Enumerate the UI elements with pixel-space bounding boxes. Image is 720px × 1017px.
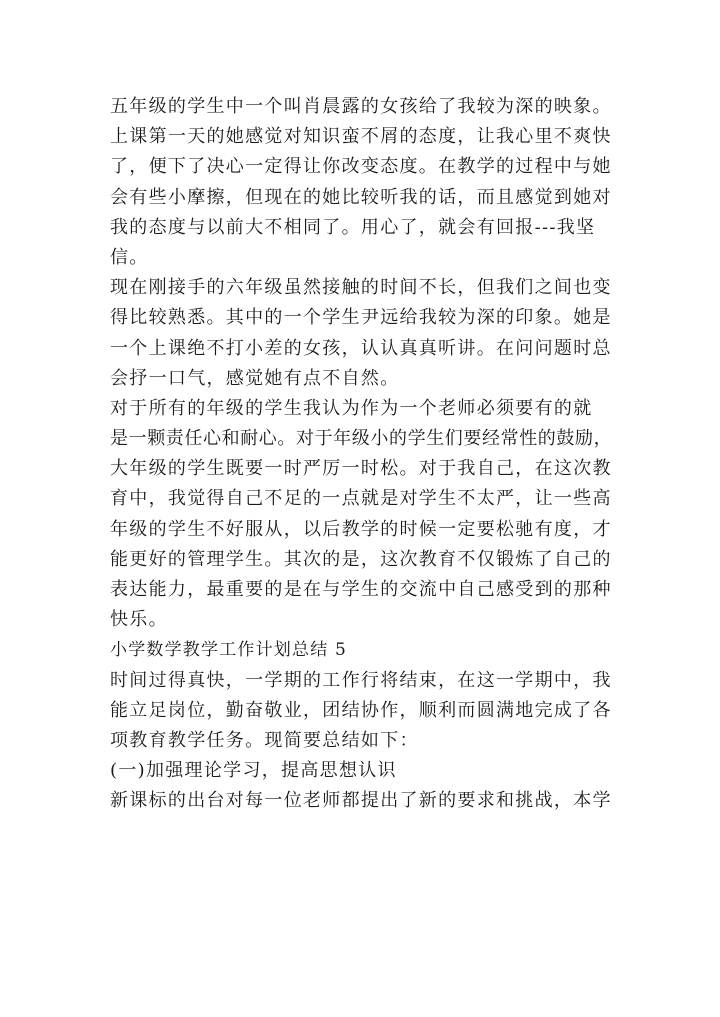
text-line: 新课标的出台对每一位老师都提出了新的要求和挑战，本学 [110,790,612,812]
section-heading: 小学数学教学工作计划总结 5 [110,640,348,661]
text-line: 现在刚接手的六年级虽然接触的时间不长，但我们之间也变 [110,277,612,299]
document-body [110,92,620,817]
text-line: 年级的学生不好服从，以后教学的时候一定要松驰有度，才 [110,518,612,540]
text-line: 项教育教学任务。现简要总结如下： [110,729,419,751]
text-line: 五年级的学生中一个叫肖晨露的女孩给了我较为深的映象。 [110,96,612,117]
text-line: 表达能力，最重要的是在与学生的交流中自己感受到的那种 [110,579,612,600]
text-line: 对于所有的年级的学生我认为作为一个老师必须要有的就 [110,397,593,419]
text-line: 一个上课绝不打小差的女孩，认认真真听讲。在问问题时总 [110,337,612,359]
text-line: 时间过得真快，一学期的工作行将结束，在这一学期中，我 [110,669,612,691]
text-line: 能更好的管理学生。其次的是，这次教育不仅锻炼了自己的 [110,548,612,570]
text-line: 育中，我觉得自己不足的一点就是对学生不太严，让一些高 [110,488,612,510]
text-line: 能立足岗位，勤奋敬业，团结协作，顺利而圆满地完成了各 [110,699,612,721]
text-line: 信。 [110,246,149,268]
subsection-heading: (一)加强理论学习，提高思想认识 [110,760,397,782]
text-line: 是一颗责任心和耐心。对于年级小的学生们要经常性的鼓励， [110,428,613,450]
text-line: 会有些小摩擦，但现在的她比较听我的话，而且感觉到她对 [110,186,612,208]
text-line: 上课第一天的她感觉对知识蛮不屑的态度，让我心里不爽快 [110,126,612,148]
text-line: 大年级的学生既要一时严厉一时松。对于我自己，在这次教 [110,458,612,480]
text-line: 了，便下了决心一定得让你改变态度。在教学的过程中与她 [110,156,612,178]
text-line: 得比较熟悉。其中的一个学生尹远给我较为深的印象。她是 [110,307,612,329]
text-line: 会抒一口气，感觉她有点不自然。 [110,367,400,389]
text-line: 我的态度与以前大不相同了。用心了，就会有回报---我坚 [110,216,596,238]
text-line: 快乐。 [110,609,168,631]
